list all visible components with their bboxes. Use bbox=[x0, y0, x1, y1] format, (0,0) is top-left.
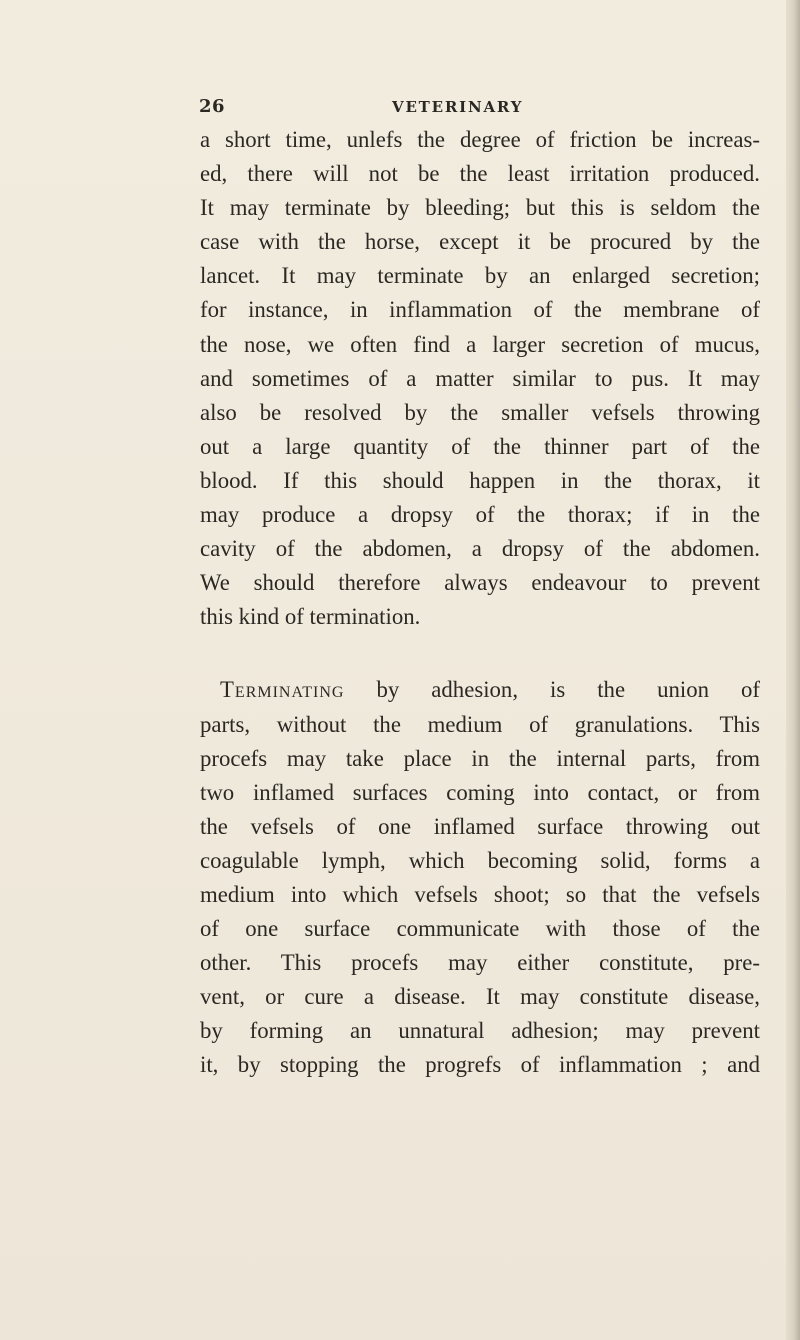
text-line: of one surface communicate with those of the bbox=[200, 916, 760, 942]
text-line: and sometimes of a matter similar to pus. It may bbox=[200, 365, 760, 391]
paragraph-1 bbox=[200, 123, 760, 634]
paragraph-gap bbox=[200, 634, 760, 673]
text-line: other. This procefs may either constitute, pre- bbox=[200, 950, 760, 976]
text-line: It may terminate by bleeding; but this is seldom the bbox=[200, 195, 760, 221]
text-line-with-lead bbox=[200, 673, 760, 707]
text-line: coagulable lymph, which becoming solid, forms a bbox=[200, 847, 760, 873]
text-line: We should therefore always endeavour to prevent bbox=[200, 570, 760, 596]
text-line: parts, without the medium of granulations. This bbox=[200, 711, 760, 737]
text-line: two inflamed surfaces coming into contact, or from bbox=[200, 779, 760, 805]
text-line: medium into which vefsels shoot; so that the vefsels bbox=[200, 881, 760, 907]
lead-line-rest: by adhesion, is the union of bbox=[344, 677, 760, 703]
text-line: cavity of the abdomen, a dropsy of the abdomen. bbox=[200, 536, 760, 562]
text-line: case with the horse, except it be procured by the bbox=[200, 229, 760, 255]
text-line: may produce a dropsy of the thorax; if in the bbox=[200, 502, 760, 528]
page-header bbox=[0, 96, 800, 120]
text-line: ed, there will not be the least irritation produced. bbox=[200, 161, 760, 187]
text-line: also be resolved by the smaller vefsels throwing bbox=[200, 399, 760, 425]
lead-word: Terminating bbox=[220, 677, 345, 703]
text-line: this kind of termination. bbox=[200, 604, 421, 630]
text-line: by forming an unnatural adhesion; may prevent bbox=[200, 1018, 760, 1044]
text-line: a short time, unlefs the degree of friction be increas- bbox=[200, 127, 760, 152]
body-text bbox=[200, 123, 760, 1083]
text-line: for instance, in inflammation of the membrane of bbox=[200, 297, 760, 323]
text-line: it, by stopping the progrefs of inflammation ; and bbox=[200, 1052, 760, 1078]
page-edge-shadow bbox=[786, 0, 800, 1340]
text-line: out a large quantity of the thinner part of the bbox=[200, 433, 760, 459]
text-line: blood. If this should happen in the thorax, it bbox=[200, 467, 760, 493]
text-line: the nose, we often find a larger secretion of mucus, bbox=[200, 331, 760, 357]
text-line: procefs may take place in the internal parts, from bbox=[200, 745, 760, 771]
paragraph-2 bbox=[200, 673, 760, 1082]
page-number: 26 bbox=[199, 96, 226, 117]
text-line: the vefsels of one inflamed surface throwing out bbox=[200, 813, 760, 839]
text-line: vent, or cure a disease. It may constitute disease, bbox=[200, 984, 760, 1010]
text-line: lancet. It may terminate by an enlarged secretion; bbox=[200, 263, 760, 289]
running-head: VETERINARY bbox=[392, 98, 524, 116]
